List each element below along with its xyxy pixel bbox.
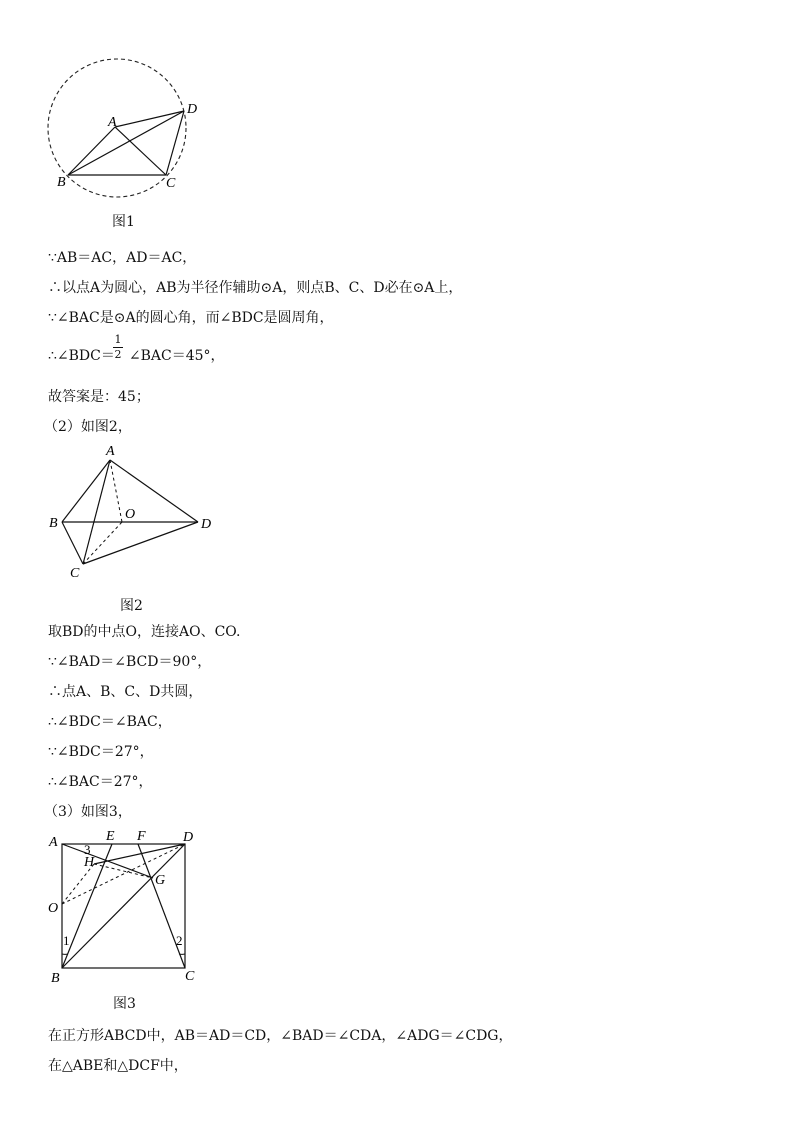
label-C: C xyxy=(185,969,195,984)
segment-BC xyxy=(62,522,83,564)
segment-AC xyxy=(115,127,166,175)
text-line-4-prefix: ∴∠BDC＝ xyxy=(48,348,115,364)
label-O: O xyxy=(125,507,136,522)
segment-BD xyxy=(62,844,185,968)
figure-1-caption: 图1 xyxy=(112,214,135,230)
text-line-9: ∴点A、B、C、D共圆， xyxy=(48,684,203,700)
text-line-8: ∵∠BAD＝∠BCD＝90°， xyxy=(48,654,212,670)
label-B: B xyxy=(57,175,66,190)
text-line-1: ∵AB＝AC，AD＝AC， xyxy=(48,250,197,266)
text-line-15: 在△ABE和△DCF中， xyxy=(48,1058,188,1074)
segment-CF xyxy=(138,844,185,968)
label-A: A xyxy=(49,835,58,850)
label-F: F xyxy=(137,829,146,844)
segment-CD xyxy=(83,522,198,564)
figure-1-diagram xyxy=(40,55,210,200)
figure-3 xyxy=(40,826,215,991)
angle-mark-2: 2 xyxy=(176,933,183,948)
text-line-4 xyxy=(48,346,225,366)
text-line-5: 故答案是：45； xyxy=(48,389,150,405)
figure-1 xyxy=(40,55,210,200)
segment-AB xyxy=(62,460,110,522)
text-line-7: 取BD的中点O，连接AO、CO. xyxy=(48,624,241,640)
angle-mark-3: 3 xyxy=(84,842,91,857)
label-D: D xyxy=(187,102,198,117)
fraction-numerator: 1 xyxy=(114,333,122,346)
fraction-denominator: 2 xyxy=(114,348,122,361)
label-C: C xyxy=(70,566,80,581)
text-line-3: ∵∠BAC是⊙A的圆心角，而∠BDC是圆周角， xyxy=(48,310,334,326)
figure-2-diagram xyxy=(40,440,220,585)
label-C: C xyxy=(166,176,176,191)
label-A: A xyxy=(106,444,115,459)
angle-mark-1: 1 xyxy=(63,933,70,948)
text-line-11: ∵∠BDC＝27°， xyxy=(48,744,154,760)
figure-2 xyxy=(40,440,220,585)
text-line-4-suffix: ∠BAC＝45°， xyxy=(128,348,225,364)
dashed-OH xyxy=(62,864,94,904)
figure-3-caption: 图3 xyxy=(113,996,136,1012)
label-B: B xyxy=(49,516,58,531)
segment-BD xyxy=(68,111,184,175)
label-G: G xyxy=(155,873,166,888)
text-line-14: 在正方形ABCD中，AB＝AD＝CD，∠BAD＝∠CDA，∠ADG＝∠CDG， xyxy=(48,1028,513,1044)
text-line-10: ∴∠BDC＝∠BAC， xyxy=(48,714,172,730)
dashed-AO xyxy=(110,460,122,522)
segment-AD xyxy=(110,460,198,522)
label-O: O xyxy=(48,901,59,916)
text-line-13: （3）如图3， xyxy=(44,804,132,820)
figure-2-caption: 图2 xyxy=(120,598,143,614)
segment-AB xyxy=(68,127,115,175)
segment-AC xyxy=(83,460,110,564)
text-line-12: ∴∠BAC＝27°， xyxy=(48,774,153,790)
segment-CD xyxy=(166,111,184,175)
label-D: D xyxy=(183,830,194,845)
dashed-OD xyxy=(62,844,185,904)
label-D: D xyxy=(201,517,212,532)
segment-AD xyxy=(115,111,184,127)
text-line-6: （2）如图2， xyxy=(44,419,132,435)
figure-3-diagram xyxy=(40,826,215,991)
label-B: B xyxy=(51,971,60,986)
text-line-2: ∴以点A为圆心，AB为半径作辅助⊙A，则点B、C、D必在⊙A上， xyxy=(48,280,463,296)
label-E: E xyxy=(106,829,115,844)
label-H: H xyxy=(84,855,95,870)
label-A: A xyxy=(108,115,117,130)
